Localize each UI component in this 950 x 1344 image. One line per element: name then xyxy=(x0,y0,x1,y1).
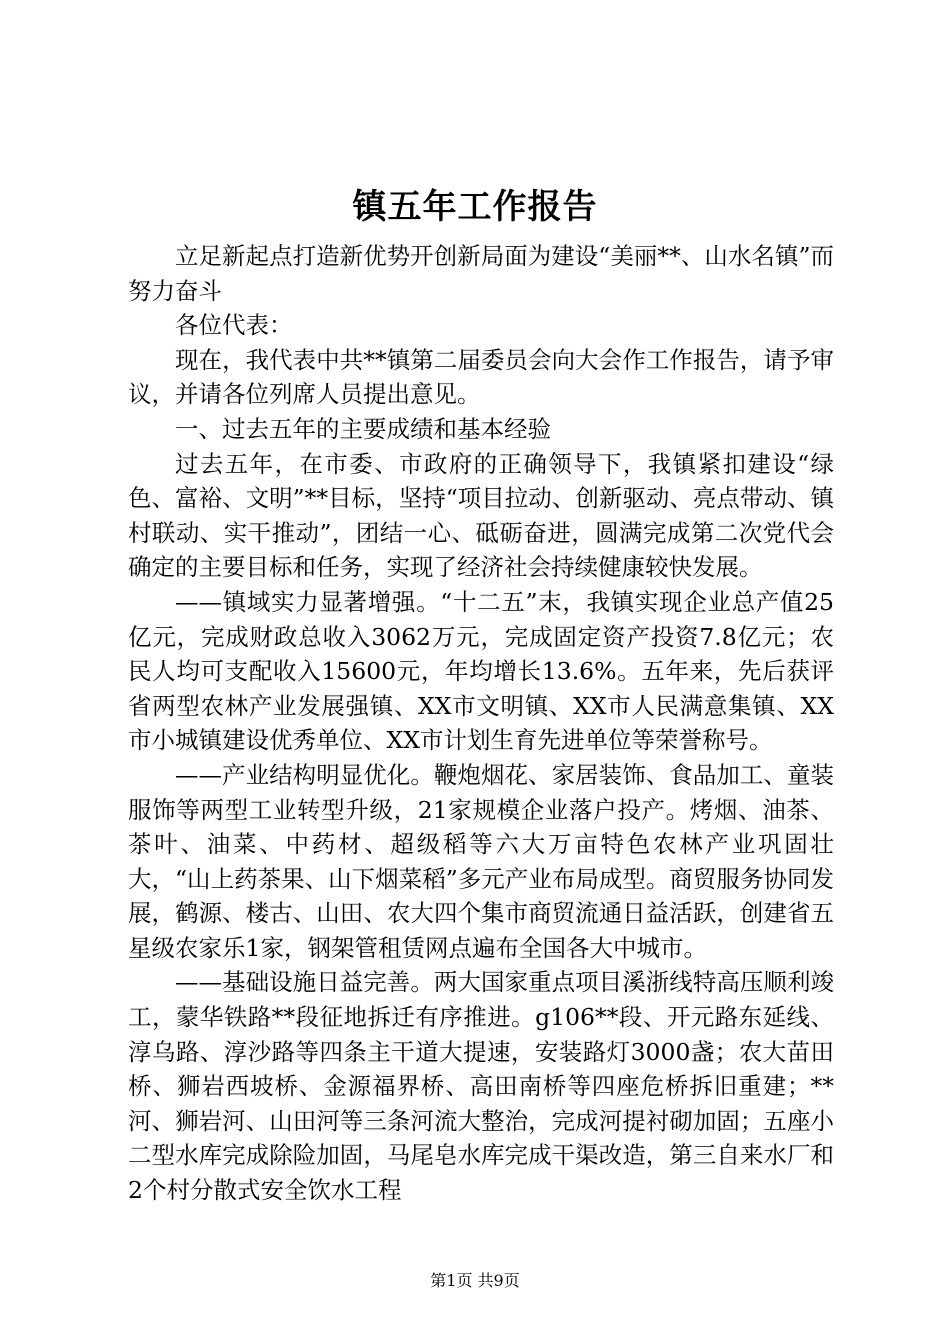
paragraph-salutation: 各位代表： xyxy=(175,311,293,340)
section-heading: 一、过去五年的主要成绩和基本经验 xyxy=(175,414,551,443)
paragraph-industry: ——产业结构明显优化。鞭炮烟花、家居装饰、食品加工、童装服饰等两型工业转型升级，21家规模企业落户投产。烤烟、油茶、茶叶、油菜、中药材、超级稻等六大万亩特色农林产业巩固壮大，“山上药茶果、山下烟菜稻”多元产业布局成型。商贸服务协同发展，鹤源、楼古、山田、农大四个集市商贸流通日益活跃，创建省五星级农家乐1家，钢架管租赁网点遍布全国各大中城市。 xyxy=(128,760,834,962)
document-title: 镇五年工作报告 xyxy=(352,187,598,227)
paragraph-overview: 过去五年，在市委、市政府的正确领导下，我镇紧扣建设“绿色、富裕、文明”**目标，坚持“项目拉动、创新驱动、亮点带动、镇村联动、实干推动”，团结一心、砥砺奋进，圆满完成第二次党代会确定的主要目标和任务，实现了经济社会持续健康较快发展。 xyxy=(128,449,834,582)
paragraph-intro: 现在，我代表中共**镇第二届委员会向大会作工作报告，请予审议，并请各位列席人员提出意见。 xyxy=(128,345,834,409)
paragraph-infrastructure: ——基础设施日益完善。两大国家重点项目溪浙线特高压顺利竣工，蒙华铁路**段征地拆迁有序推进。g106**段、开元路东延线、淳乌路、淳沙路等四条主干道大提速，安装路灯3000盏；农大苗田桥、狮岩西坡桥、金源福界桥、高田南桥等四座危桥拆旧重建；**河、狮岩河、山田河等三条河流大整治，完成河提衬砌加固；五座小二型水库完成除险加固，马尾皂水库完成干渠改造，第三自来水厂和2个村分散式安全饮水工程 xyxy=(128,968,834,1205)
paragraph-subtitle: 立足新起点打造新优势开创新局面为建设“美丽**、山水名镇”而努力奋斗 xyxy=(128,242,834,305)
paragraph-strength: ——镇域实力显著增强。“十二五”末，我镇实现企业总产值25亿元，完成财政总收入3062万元，完成固定资产投资7.8亿元；农民人均可支配收入15600元，年均增长13.6%。五年来，先后获评省两型农林产业发展强镇、XX市文明镇、XX市人民满意集镇、XX市小城镇建设优秀单位、XX市计划生育先进单位等荣誉称号。 xyxy=(128,587,834,755)
page-footer: 第1页 共9页 xyxy=(430,1271,520,1290)
document-body xyxy=(128,239,834,1208)
